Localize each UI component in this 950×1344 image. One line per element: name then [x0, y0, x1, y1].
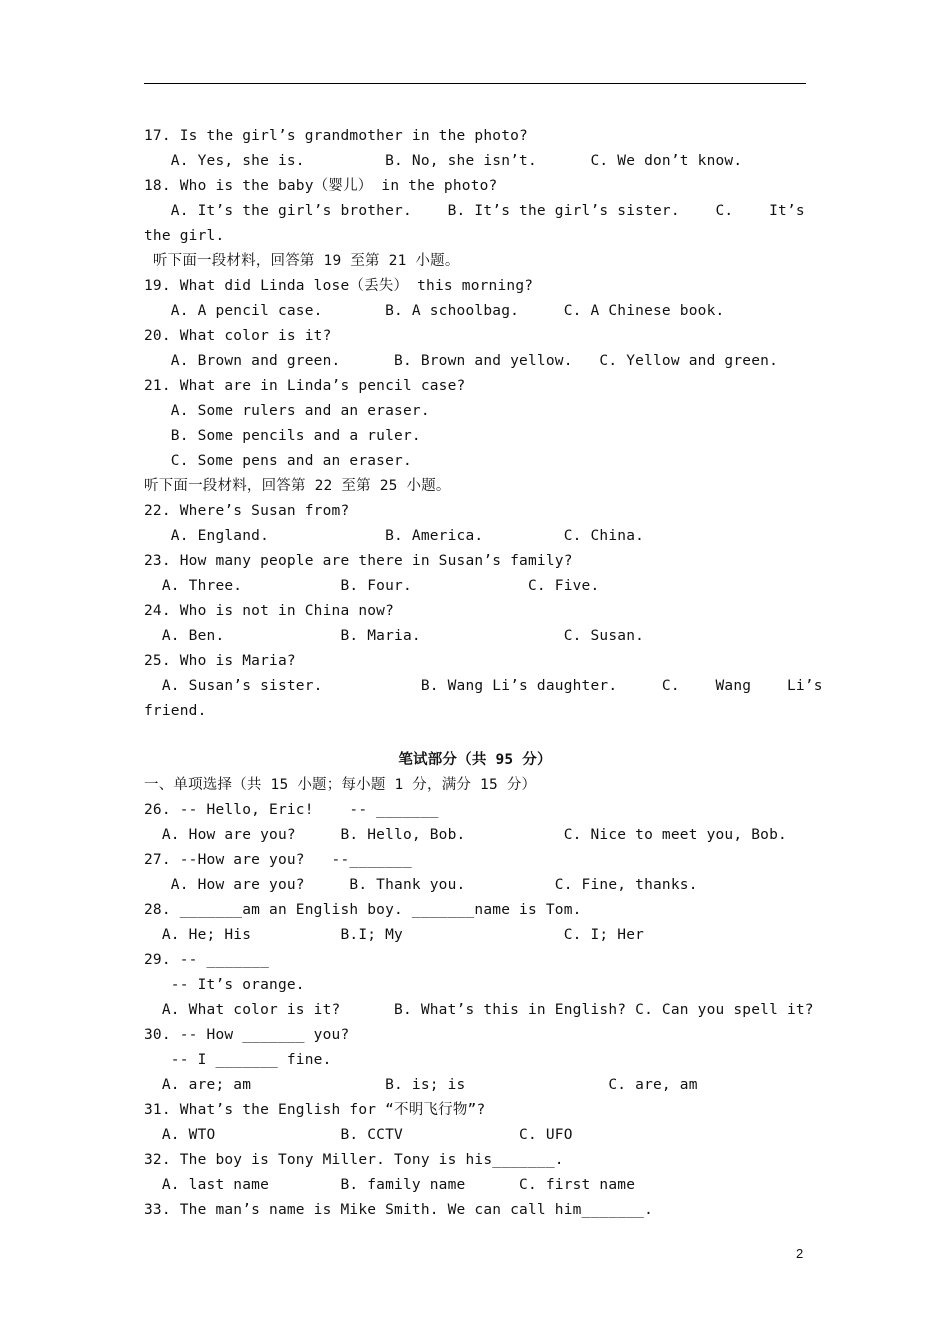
text-line: A. last name B. family name C. first name: [144, 1177, 636, 1193]
text-line: 17. Is the girl’s grandmother in the photo?: [144, 128, 528, 144]
section-title: 笔试部分（共 95 分）: [398, 752, 552, 768]
text-line: 22. Where’s Susan from?: [144, 503, 350, 519]
text-line: 25. Who is Maria?: [144, 653, 296, 669]
text-line: 19. What did Linda lose（丢失） this morning?: [144, 278, 534, 294]
text-line: A. Ben. B. Maria. C. Susan.: [144, 628, 645, 644]
text-line: A. England. B. America. C. China.: [144, 528, 645, 544]
text-line: A. Three. B. Four. C. Five.: [144, 578, 600, 594]
text-line: A. It’s the girl’s brother. B. It’s the girl’s sister. C. It’s: [144, 203, 805, 219]
text-line: 20. What color is it?: [144, 328, 332, 344]
text-line: A. What color is it? B. What’s this in English? C. Can you spell it?: [144, 1002, 814, 1018]
text-line: A. are; am B. is; is C. are, am: [144, 1077, 698, 1093]
text-line: 听下面一段材料，回答第 19 至第 21 小题。: [144, 253, 460, 269]
text-line: 24. Who is not in China now?: [144, 603, 395, 619]
text-line: A. He; His B.I; My C. I; Her: [144, 927, 645, 943]
text-line: 33. The man’s name is Mike Smith. We can call him_______.: [144, 1202, 653, 1218]
text-line: 23. How many people are there in Susan’s family?: [144, 553, 573, 569]
page-content: [144, 124, 824, 1223]
text-line: 31. What’s the English for “不明飞行物”?: [144, 1102, 486, 1118]
page-number: 2: [796, 1246, 804, 1261]
text-line: friend.: [144, 703, 207, 719]
text-line: A. How are you? B. Hello, Bob. C. Nice to meet you, Bob.: [144, 827, 787, 843]
text-line: A. Brown and green. B. Brown and yellow. C. Yellow and green.: [144, 353, 779, 369]
text-line: C. Some pens and an eraser.: [144, 453, 412, 469]
written-section: [144, 773, 824, 1223]
text-line: the girl.: [144, 228, 225, 244]
text-line: 29. -- _______: [144, 952, 270, 968]
text-line: -- I _______ fine.: [144, 1052, 332, 1068]
text-line: 26. -- Hello, Eric! -- _______: [144, 802, 439, 818]
text-line: 32. The boy is Tony Miller. Tony is his_______.: [144, 1152, 564, 1168]
text-line: 一、单项选择（共 15 小题；每小题 1 分，满分 15 分）: [144, 777, 537, 793]
text-line: A. Some rulers and an eraser.: [144, 403, 430, 419]
text-line: 27. --How are you? --_______: [144, 852, 412, 868]
text-line: 28. _______am an English boy. _______name is Tom.: [144, 902, 582, 918]
header-rule: [144, 83, 806, 84]
text-line: A. Yes, she is. B. No, she isn’t. C. We don’t know.: [144, 153, 743, 169]
listening-section: [144, 124, 824, 724]
text-line: -- It’s orange.: [144, 977, 305, 993]
text-line: B. Some pencils and a ruler.: [144, 428, 421, 444]
text-line: A. A pencil case. B. A schoolbag. C. A Chinese book.: [144, 303, 725, 319]
text-line: 30. -- How _______ you?: [144, 1027, 350, 1043]
text-line: A. WTO B. CCTV C. UFO: [144, 1127, 573, 1143]
text-line: 21. What are in Linda’s pencil case?: [144, 378, 466, 394]
text-line: 18. Who is the baby（婴儿） in the photo?: [144, 178, 498, 194]
text-line: A. Susan’s sister. B. Wang Li’s daughter. C. Wang Li’s: [144, 678, 823, 694]
text-line: 听下面一段材料，回答第 22 至第 25 小题。: [144, 478, 451, 494]
text-line: A. How are you? B. Thank you. C. Fine, thanks.: [144, 877, 698, 893]
section-gap: [144, 724, 824, 748]
